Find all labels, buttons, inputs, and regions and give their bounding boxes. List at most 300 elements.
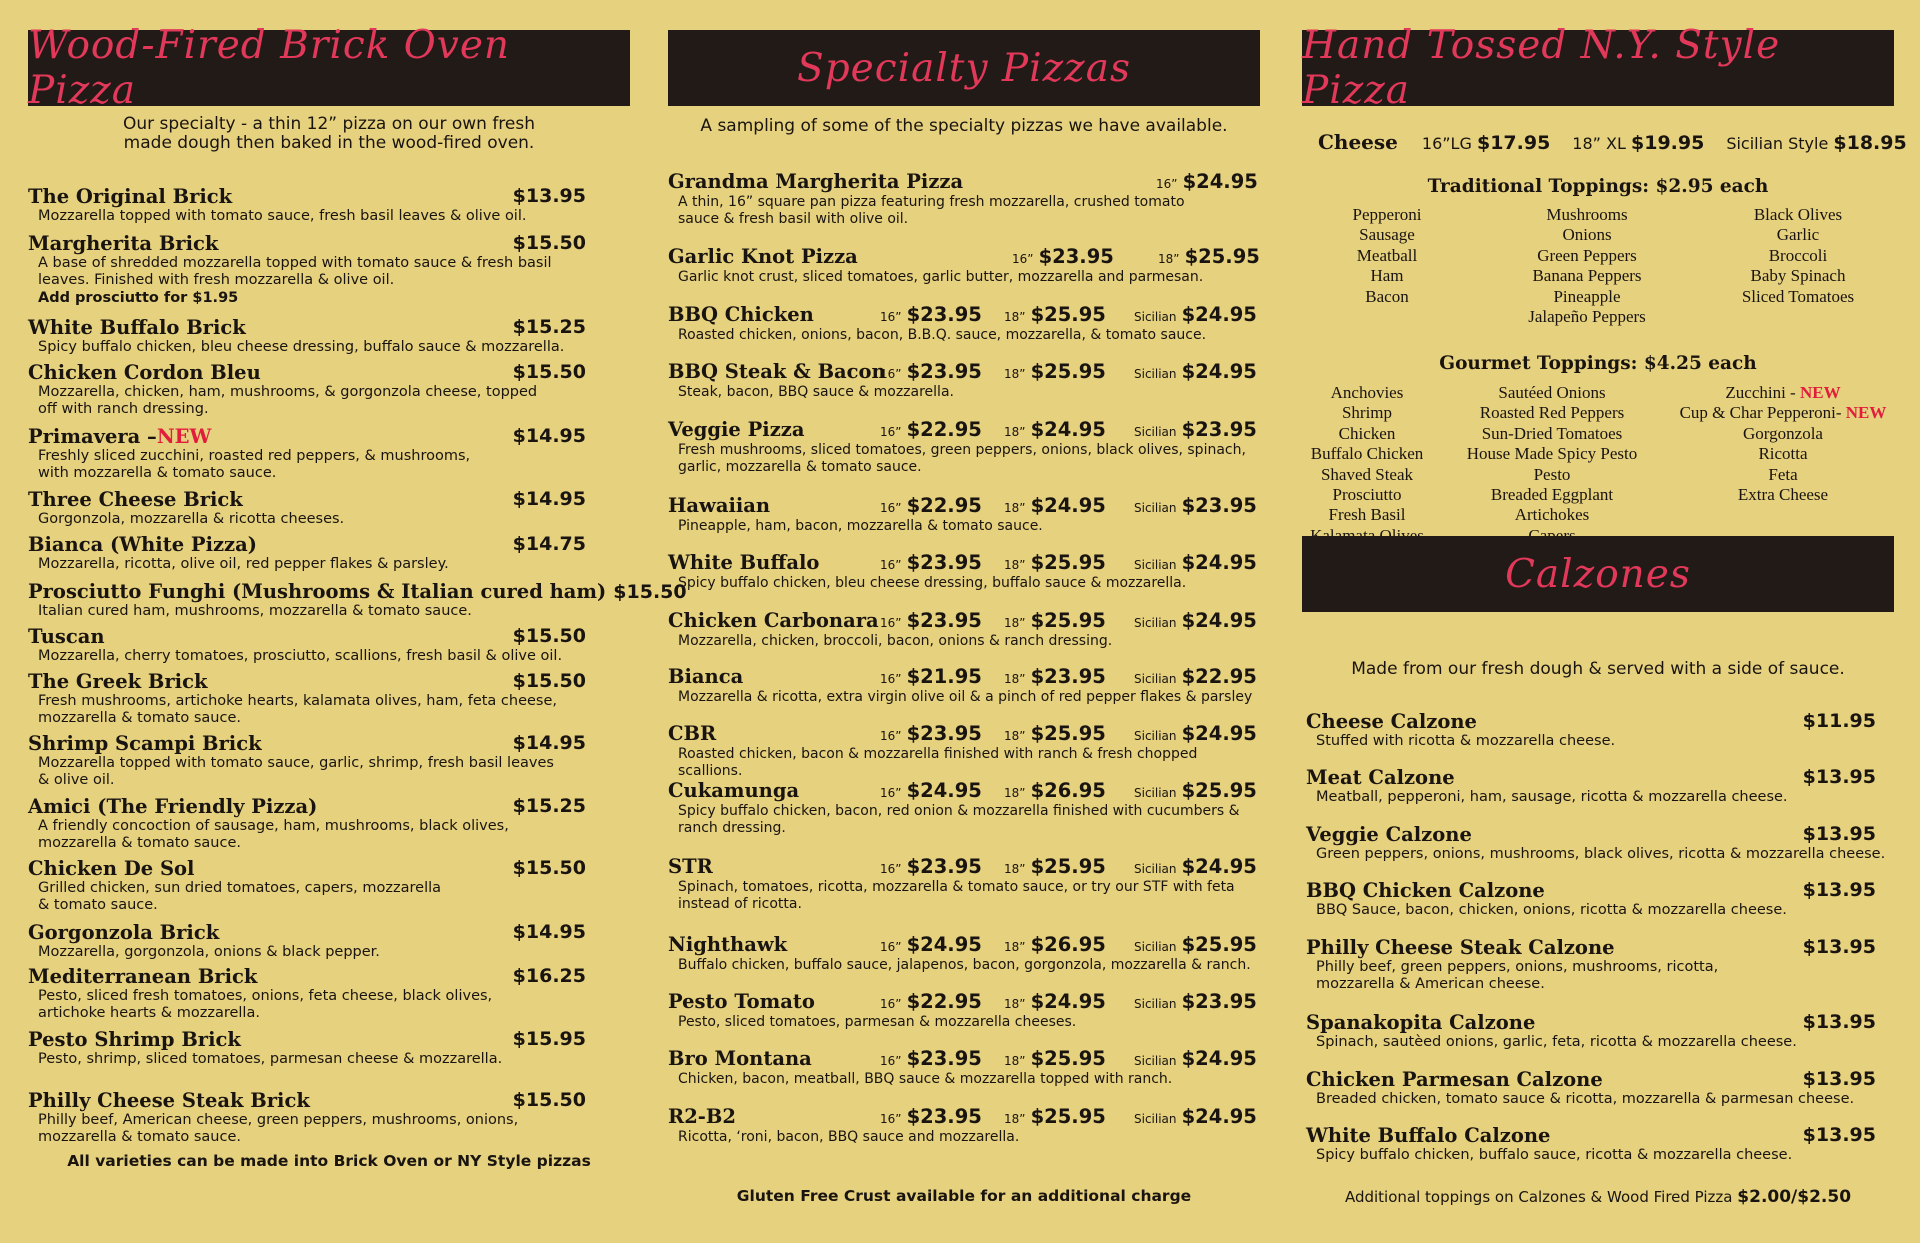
menu-item-name: Bianca [668, 665, 744, 688]
menu-item [28, 316, 630, 356]
price-value: $23.95 [1181, 990, 1257, 1013]
calzones-footer: Additional toppings on Calzones & Wood Fired Pizza $2.00/$2.50 [1344, 1187, 1852, 1207]
menu-item-name: Primavera – [28, 425, 157, 448]
menu-item-description: instead of ricotta. [678, 896, 802, 912]
menu-item-description: sauce & fresh basil with olive oil. [678, 211, 909, 227]
menu-item-name: Philly Cheese Steak Calzone [1306, 936, 1615, 959]
menu-item-header [1306, 879, 1894, 902]
size-label: 16” [880, 940, 902, 954]
price-sicilian [1134, 360, 1257, 383]
topping-item: Extra Cheese [1737, 485, 1829, 505]
menu-item-price: $15.50 [512, 232, 586, 254]
topping-item: Green Peppers [1537, 245, 1637, 265]
price-18 [1004, 303, 1106, 326]
menu-item-price: $14.95 [512, 732, 586, 754]
size-option: Sicilian Style $18.95 [1726, 132, 1907, 154]
topping-item: Onions [1562, 225, 1612, 245]
menu-item-name: Chicken Carbonara [668, 609, 879, 632]
menu-item-name: Pesto Shrimp Brick [28, 1028, 241, 1051]
price-16 [880, 609, 982, 632]
price-16 [880, 360, 982, 383]
menu-item-description: mozzarella & American cheese. [1316, 976, 1545, 992]
menu-item-header [668, 609, 1260, 633]
menu-item-description: Spicy buffalo chicken, bleu cheese dressing, buffalo sauce & mozzarella. [678, 575, 1187, 591]
menu-item-description: mozzarella & tomato sauce. [38, 710, 241, 726]
menu-item-name: Tuscan [28, 625, 105, 648]
menu-item-header [668, 245, 1260, 269]
menu-item [28, 1028, 630, 1068]
price-value: $25.95 [1181, 779, 1257, 802]
price-value: $26.95 [1030, 933, 1106, 956]
price-16 [880, 551, 982, 574]
menu-item-header [28, 795, 630, 818]
menu-item-header [28, 232, 630, 255]
price-sicilian [1134, 990, 1257, 1013]
menu-item [668, 551, 1260, 592]
price-value: $23.95 [1038, 245, 1114, 268]
menu-item [668, 665, 1260, 706]
cheese-label: Cheese [1318, 130, 1398, 154]
menu-item-price: $15.50 [512, 625, 586, 647]
size-label: Sicilian [1134, 672, 1177, 686]
menu-item-price: $14.75 [512, 533, 586, 555]
menu-item-name: Chicken De Sol [28, 857, 195, 880]
menu-item [1306, 1068, 1894, 1108]
menu-item-price: $15.95 [512, 1028, 586, 1050]
size-option: 16”LG $17.95 [1421, 132, 1551, 154]
gourmet-toppings-title: Gourmet Toppings: $4.25 each [1439, 353, 1757, 374]
menu-item [1306, 936, 1894, 993]
price-value: $21.95 [906, 665, 982, 688]
specialty-intro: A sampling of some of the specialty pizzas we have available. [700, 116, 1228, 136]
price-16 [880, 303, 982, 326]
menu-item-price: $11.95 [1802, 710, 1876, 732]
menu-item-name: Amici (The Friendly Pizza) [28, 795, 318, 818]
price-value: $23.95 [1181, 494, 1257, 517]
topping-item: Sliced Tomatoes [1741, 286, 1855, 306]
menu-item [1306, 766, 1894, 806]
price-value: $22.95 [906, 418, 982, 441]
topping-item: Black Olives [1753, 205, 1843, 224]
menu-item-name: Nighthawk [668, 933, 788, 956]
price-sicilian [1134, 855, 1257, 878]
menu-item-description: garlic, mozzarella & tomato sauce. [678, 459, 922, 475]
new-badge: NEW [1799, 383, 1841, 402]
size-label: 16” [880, 425, 902, 439]
menu-item-header [668, 303, 1260, 327]
price-18 [1004, 551, 1106, 574]
menu-item-price: $14.95 [512, 425, 586, 447]
price-18 [1004, 1105, 1106, 1128]
price-value: $22.95 [906, 494, 982, 517]
calzones-title: Calzones [1505, 551, 1691, 597]
menu-item-name: Pesto Tomato [668, 990, 815, 1013]
menu-item-addon: Add prosciutto for $1.95 [38, 290, 239, 306]
wood-fired-footer: All varieties can be made into Brick Oven or NY Style pizzas [67, 1152, 591, 1170]
price-18 [1004, 360, 1106, 383]
toppings-column [1472, 205, 1702, 327]
topping-item: Sun-Dried Tomatoes [1481, 423, 1623, 443]
menu-item-description: A base of shredded mozzarella topped with tomato sauce & fresh basil [38, 255, 552, 271]
menu-item-header [28, 732, 630, 755]
menu-item-header [28, 580, 687, 603]
menu-item-price: $13.95 [1802, 1011, 1876, 1033]
menu-item [1306, 1011, 1894, 1051]
price-value: $25.95 [1030, 722, 1106, 745]
size-label: 16” [1012, 252, 1034, 266]
size-label: 18” [1004, 729, 1026, 743]
size-label: 18” [1004, 997, 1026, 1011]
menu-item-name: White Buffalo Calzone [1306, 1124, 1551, 1147]
size-label: Sicilian [1134, 310, 1177, 324]
menu-item-name: The Greek Brick [28, 670, 208, 693]
price-16 [880, 933, 982, 956]
menu-item [668, 360, 1260, 401]
size-label: 18” [1004, 425, 1026, 439]
size-label: 16” [880, 616, 902, 630]
menu-item-description: Fresh mushrooms, artichoke hearts, kalamata olives, ham, feta cheese, [38, 693, 558, 709]
menu-item-header [28, 921, 630, 944]
menu-item-price: $13.95 [1802, 879, 1876, 901]
menu-item-description: Spicy buffalo chicken, bleu cheese dressing, buffalo sauce & mozzarella. [38, 339, 565, 355]
menu-item [1306, 710, 1894, 750]
menu-item-header [668, 494, 1260, 518]
menu-item-description: Breaded chicken, tomato sauce & ricotta, mozzarella & parmesan cheese. [1316, 1091, 1855, 1107]
size-label: Sicilian [1134, 997, 1177, 1011]
menu-item-description: leaves. Finished with fresh mozzarella & olive oil. [38, 272, 395, 288]
menu-item-name: Gorgonzola Brick [28, 921, 220, 944]
menu-item-header [668, 551, 1260, 575]
menu-item-description: Mozzarella, chicken, broccoli, bacon, onions & ranch dressing. [678, 633, 1113, 649]
price-18 [1004, 494, 1106, 517]
price-value: $23.95 [906, 855, 982, 878]
menu-item [28, 732, 630, 789]
new-badge: NEW [156, 425, 212, 448]
menu-item-description: Chicken, bacon, meatball, BBQ sauce & mozzarella topped with ranch. [678, 1071, 1173, 1087]
menu-item-price: $13.95 [1802, 1068, 1876, 1090]
menu-item-header [1306, 710, 1894, 733]
ny-style-column [1302, 0, 1907, 1207]
menu-item-name: CBR [668, 722, 717, 745]
cheese-pizza-prices [1318, 130, 1907, 154]
size-label: 16” [880, 862, 902, 876]
size-label: 16” [880, 501, 902, 515]
menu-item-description: artichoke hearts & mozzarella. [38, 1005, 260, 1021]
menu-item-name: BBQ Steak & Bacon [668, 360, 886, 383]
menu-item-name: Meat Calzone [1306, 766, 1455, 789]
menu-item-name: Bro Montana [668, 1047, 812, 1070]
price-value: $25.95 [1181, 933, 1257, 956]
menu-item-header [28, 488, 630, 511]
price-value: $23.95 [906, 722, 982, 745]
topping-item: Roasted Red Peppers [1479, 403, 1625, 423]
topping-item: Ricotta [1758, 444, 1808, 464]
size-label: 18” [1004, 786, 1026, 800]
menu-item [1306, 823, 1894, 863]
price-sicilian [1134, 722, 1257, 745]
size-label: 18” [1004, 616, 1026, 630]
menu-item-header [28, 1089, 630, 1112]
menu-item [28, 185, 630, 225]
toppings-column [1302, 205, 1472, 327]
size-label: 18” [1158, 252, 1180, 266]
topping-item: Banana Peppers [1532, 266, 1642, 286]
menu-item-description: ranch dressing. [678, 820, 786, 836]
size-label: Sicilian [1134, 862, 1177, 876]
price-18 [1004, 722, 1106, 745]
price-value: $24.95 [1181, 722, 1257, 745]
topping-item: Ham [1370, 266, 1404, 286]
topping-item: Buffalo Chicken [1310, 444, 1424, 464]
price-value: $25.95 [1184, 245, 1260, 268]
price-18 [1004, 418, 1106, 441]
menu-item-description: & olive oil. [38, 772, 115, 788]
price-18 [1004, 933, 1106, 956]
size-label: 18” [1004, 310, 1026, 324]
size-label: 16” [880, 786, 902, 800]
menu-item-header [28, 857, 630, 880]
topping-item: Sautéed Onions [1498, 383, 1606, 402]
menu-item-header [668, 360, 1260, 384]
gourmet-toppings-list [1302, 383, 1894, 546]
menu-item-description: with mozzarella & tomato sauce. [38, 465, 277, 481]
menu-item [668, 855, 1260, 913]
price-value: $24.95 [1181, 551, 1257, 574]
specialty-footer: Gluten Free Crust available for an additional charge [736, 1187, 1192, 1205]
menu-item-name: R2-B2 [668, 1105, 736, 1128]
menu-item-price: $15.50 [512, 1089, 586, 1111]
topping-item: Shaved Steak [1320, 464, 1414, 484]
price-18 [1158, 245, 1260, 268]
price-18 [1004, 665, 1106, 688]
new-badge: NEW [1845, 403, 1887, 423]
menu-item-header [28, 361, 630, 384]
price-sicilian [1134, 1047, 1257, 1070]
menu-item-description: A friendly concoction of sausage, ham, mushrooms, black olives, [38, 818, 509, 834]
menu-item [668, 722, 1260, 780]
topping-item: Broccoli [1768, 245, 1828, 265]
menu-item-price: $15.50 [512, 361, 586, 383]
menu-item-name: BBQ Chicken [668, 303, 814, 326]
price-16 [880, 855, 982, 878]
topping-item: Jalapeño Peppers [1528, 307, 1646, 327]
menu-item-description: Italian cured ham, mushrooms, mozzarella & tomato sauce. [38, 603, 472, 619]
menu-item-description: Grilled chicken, sun dried tomatoes, capers, mozzarella [38, 880, 442, 896]
calzones-banner [1302, 536, 1894, 612]
menu-item-price: $13.95 [1802, 1124, 1876, 1146]
menu-item [1306, 1124, 1894, 1164]
topping-item: Feta [1768, 464, 1798, 484]
menu-item-name: Spanakopita Calzone [1306, 1011, 1536, 1034]
menu-item [28, 361, 630, 418]
menu-item-header [28, 625, 630, 648]
menu-item [668, 990, 1260, 1031]
size-label: Sicilian [1134, 616, 1177, 630]
toppings-column [1702, 205, 1894, 327]
price-value: $22.95 [1181, 665, 1257, 688]
size-option: 18” XL $19.95 [1572, 132, 1705, 154]
topping-item: Pepperoni [1352, 205, 1422, 224]
menu-item-name: Veggie Calzone [1306, 823, 1472, 846]
price-sicilian [1134, 779, 1257, 802]
price-value: $24.95 [906, 933, 982, 956]
menu-item-description: Freshly sliced zucchini, roasted red peppers, & mushrooms, [38, 448, 471, 464]
wood-fired-intro [28, 115, 630, 153]
menu-item-price: $15.50 [512, 857, 586, 879]
menu-item-header [1306, 936, 1894, 959]
topping-item: Breaded Eggplant [1490, 485, 1614, 505]
menu-item-name: Shrimp Scampi Brick [28, 732, 262, 755]
menu-item-price: $14.95 [512, 921, 586, 943]
price-sicilian [1134, 551, 1257, 574]
size-label: 16” [880, 729, 902, 743]
menu-item-description: Spicy buffalo chicken, buffalo sauce, ricotta & mozzarella cheese. [1316, 1147, 1793, 1163]
menu-item-description: & tomato sauce. [38, 897, 158, 913]
price-value: $23.95 [906, 1047, 982, 1070]
menu-item-header [28, 1028, 630, 1051]
topping-item: Fresh Basil [1328, 505, 1406, 525]
price-value: $23.95 [1181, 418, 1257, 441]
price-sicilian [1134, 933, 1257, 956]
menu-item-header [668, 1105, 1260, 1129]
ny-style-title: Hand Tossed N.Y. Style Pizza [1302, 23, 1781, 113]
menu-item [28, 232, 630, 308]
menu-item [28, 795, 630, 852]
menu-item-description: Meatball, pepperoni, ham, sausage, ricotta & mozzarella cheese. [1316, 789, 1788, 805]
price-value: $24.95 [1181, 303, 1257, 326]
price-value: $25.95 [1030, 551, 1106, 574]
price-value: $25.95 [1030, 609, 1106, 632]
menu-item [28, 965, 630, 1022]
price-sicilian [1134, 418, 1257, 441]
size-label: 16” [880, 997, 902, 1011]
size-label: 16” [880, 558, 902, 572]
menu-item-header [668, 855, 1260, 879]
menu-item-header [1306, 823, 1894, 846]
menu-item-header [668, 170, 1260, 194]
intro-line: Our specialty - a thin 12” pizza on our own fresh [122, 114, 536, 134]
menu-item-price: $15.50 [512, 670, 586, 692]
topping-item: Artichokes [1514, 505, 1590, 525]
price-value: $25.95 [1030, 855, 1106, 878]
menu-item-description: Stuffed with ricotta & mozzarella cheese. [1316, 733, 1616, 749]
menu-item-name: Veggie Pizza [668, 418, 805, 441]
menu-item-description: Philly beef, American cheese, green peppers, mushrooms, onions, [38, 1112, 519, 1128]
size-label: 16” [880, 672, 902, 686]
specialty-title: Specialty Pizzas [797, 45, 1131, 91]
menu-item-description: Philly beef, green peppers, onions, mushrooms, ricotta, [1316, 959, 1719, 975]
menu-item-header [28, 670, 630, 693]
menu-item-header [1306, 1068, 1894, 1091]
price-value: $23.95 [906, 609, 982, 632]
menu-item-description: Ricotta, ‘roni, bacon, BBQ sauce and mozzarella. [678, 1129, 1020, 1145]
menu-item-description: Steak, bacon, BBQ sauce & mozzarella. [678, 384, 954, 400]
menu-item [668, 1105, 1260, 1146]
size-label: Sicilian [1134, 558, 1177, 572]
price-value: $22.95 [906, 990, 982, 1013]
menu-item-name: Chicken Cordon Bleu [28, 361, 261, 384]
wood-fired-title: Wood-Fired Brick Oven Pizza [28, 23, 511, 113]
menu-item [668, 1047, 1260, 1088]
price-sicilian [1134, 1105, 1257, 1128]
menu-item-header [668, 990, 1260, 1014]
size-label: Sicilian [1134, 940, 1177, 954]
size-label: Sicilian [1134, 786, 1177, 800]
menu-item-name: BBQ Chicken Calzone [1306, 879, 1545, 902]
menu-item [28, 488, 630, 528]
menu-item-description: Pineapple, ham, bacon, mozzarella & tomato sauce. [678, 518, 1043, 534]
menu-item-header [28, 185, 630, 208]
intro-line: made dough then baked in the wood-fired oven. [123, 133, 535, 153]
topping-item: Chicken [1338, 423, 1396, 443]
menu-item-name: Bianca (White Pizza) [28, 533, 257, 556]
size-label: 18” [1004, 940, 1026, 954]
menu-item-header [28, 425, 630, 448]
menu-item-name: Cukamunga [668, 779, 800, 802]
toppings-column [1672, 383, 1894, 546]
menu-item-price: $15.25 [512, 795, 586, 817]
price-16 [880, 1105, 982, 1128]
menu-item [28, 425, 630, 482]
size-label: Sicilian [1134, 1112, 1177, 1126]
menu-item-description: Pesto, sliced fresh tomatoes, onions, feta cheese, black olives, [38, 988, 493, 1004]
menu-item-header [668, 418, 1260, 442]
menu-item-description: Roasted chicken, bacon & mozzarella finished with ranch & fresh chopped scallions. [678, 746, 1198, 779]
menu-item-description: mozzarella & tomato sauce. [38, 835, 241, 851]
specialty-banner [668, 30, 1260, 106]
menu-item [668, 303, 1260, 344]
price-value: $24.95 [1181, 609, 1257, 632]
menu-item [28, 670, 630, 727]
menu-item [668, 494, 1260, 535]
price-18 [1004, 990, 1106, 1013]
price-value: $23.95 [906, 303, 982, 326]
price-value: $23.95 [1030, 665, 1106, 688]
menu-item-name: Margherita Brick [28, 232, 219, 255]
size-label: 16” [880, 310, 902, 324]
price-sicilian [1134, 609, 1257, 632]
menu-item-description: Buffalo chicken, buffalo sauce, jalapenos, bacon, gorgonzola, mozzarella & ranch. [678, 957, 1251, 973]
price-value: $26.95 [1030, 779, 1106, 802]
menu-item-header [28, 316, 630, 339]
price-value: $25.95 [1030, 303, 1106, 326]
topping-item: Cup & Char Pepperoni- NEW [1679, 403, 1887, 423]
menu-item-description: Mozzarella topped with tomato sauce, fresh basil leaves & olive oil. [38, 208, 527, 224]
menu-item-name: Grandma Margherita Pizza [668, 170, 964, 193]
price-value: $24.95 [1030, 418, 1106, 441]
size-label: 16” [880, 1112, 902, 1126]
menu-item [668, 779, 1260, 837]
price-16 [880, 494, 982, 517]
calzones-intro: Made from our fresh dough & served with a side of sauce. [1351, 659, 1845, 679]
topping-item: Gorgonzola [1743, 423, 1823, 443]
price-16 [1012, 245, 1114, 268]
size-label: 18” [1004, 501, 1026, 515]
price-value: $24.95 [1030, 990, 1106, 1013]
menu-item [1306, 879, 1894, 919]
menu-item-header [28, 965, 630, 988]
size-label: Sicilian [1134, 367, 1177, 381]
menu-item-description: Spinach, tomatoes, ricotta, mozzarella & tomato sauce, or try our STF with feta [678, 879, 1235, 895]
price-sicilian [1134, 665, 1257, 688]
menu-item-price: $14.95 [512, 488, 586, 510]
menu-item [28, 857, 630, 914]
topping-item: Meatball [1356, 245, 1418, 265]
topping-item: Mushrooms [1546, 205, 1628, 224]
toppings-column [1432, 383, 1672, 546]
menu-item [28, 533, 630, 573]
size-label: 18” [1004, 367, 1026, 381]
